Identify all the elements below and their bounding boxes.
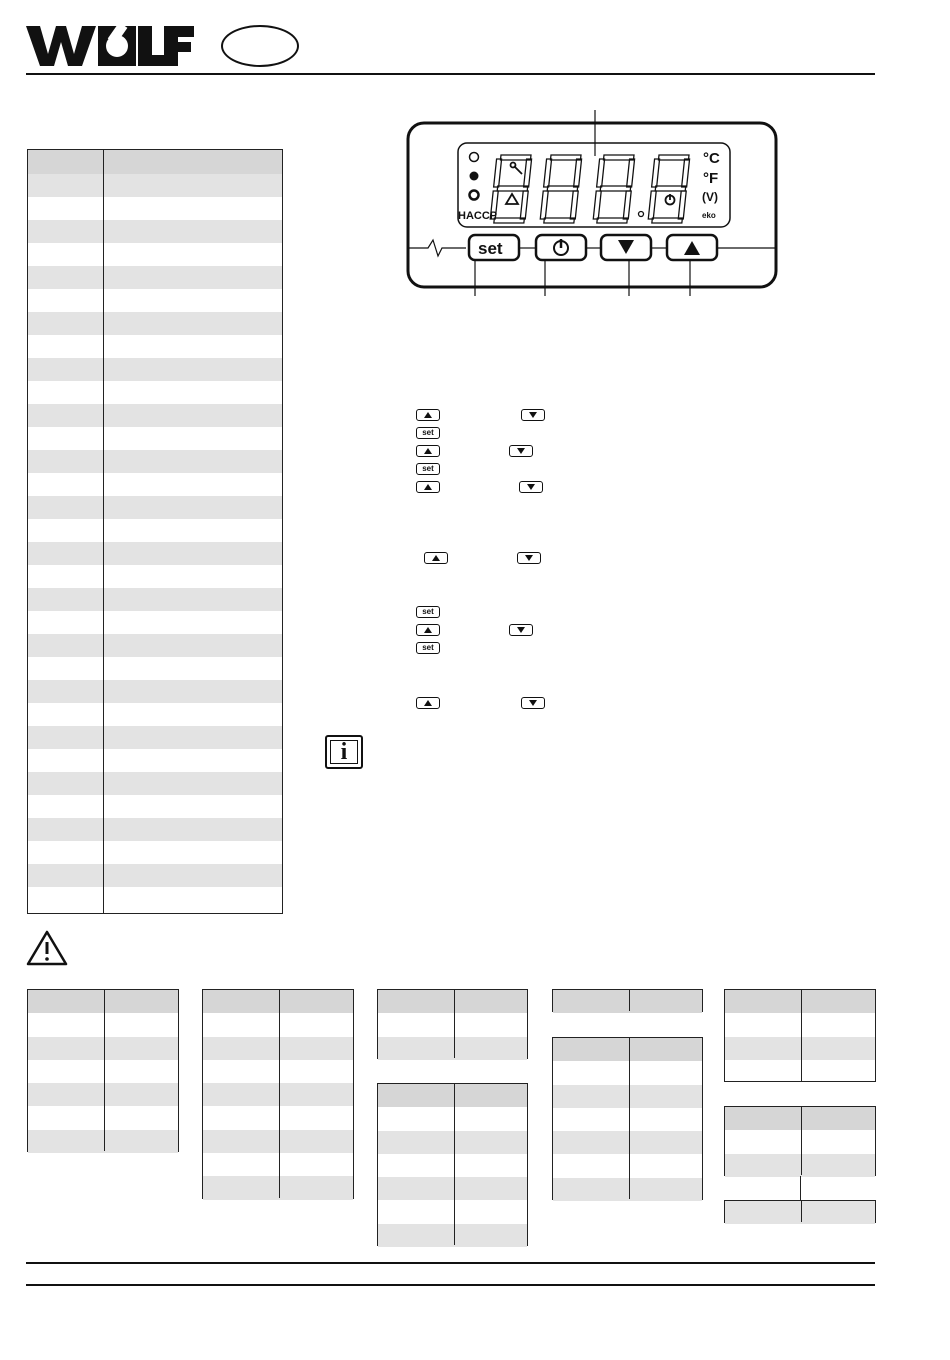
table-row	[28, 220, 282, 243]
table-row	[28, 404, 282, 427]
table-header	[28, 150, 282, 174]
parameter-table	[27, 149, 283, 914]
table-row	[203, 1083, 353, 1106]
table-row	[28, 243, 282, 266]
table-row	[28, 703, 282, 726]
table-row	[28, 818, 282, 841]
table-row	[28, 726, 282, 749]
down-key-icon	[521, 409, 545, 421]
up-key-icon	[416, 624, 440, 636]
table-row	[28, 519, 282, 542]
down-key-icon	[517, 552, 541, 564]
table-row	[28, 427, 282, 450]
set-key-icon: set	[416, 463, 440, 475]
table-row	[28, 496, 282, 519]
down-key-icon	[509, 624, 533, 636]
small-table	[724, 1200, 876, 1223]
table-row	[553, 1038, 702, 1061]
table-row	[553, 990, 702, 1013]
up-key-icon	[416, 409, 440, 421]
celsius-icon: °C	[703, 150, 720, 167]
table-row	[553, 1178, 702, 1201]
table-row	[553, 1085, 702, 1108]
haccp-label: HACCP	[458, 210, 498, 222]
table-row	[28, 174, 282, 197]
small-table	[552, 1037, 703, 1200]
table-row	[28, 381, 282, 404]
table-row	[725, 1013, 875, 1036]
table-row	[203, 1107, 353, 1130]
table-row	[203, 1060, 353, 1083]
table-row	[28, 772, 282, 795]
down-key-icon	[519, 481, 543, 493]
footer-rule-bottom	[26, 1284, 875, 1286]
table-row	[28, 588, 282, 611]
table-row	[203, 1037, 353, 1060]
table-row	[28, 657, 282, 680]
table-row	[28, 841, 282, 864]
table-row	[378, 1224, 527, 1247]
up-key-icon	[424, 552, 448, 564]
table-row	[725, 1130, 875, 1153]
table-row	[28, 611, 282, 634]
table-row	[378, 1084, 527, 1107]
set-key-icon: set	[416, 606, 440, 618]
svg-text:set: set	[478, 239, 503, 258]
table-row	[28, 1083, 178, 1106]
header-rule	[26, 73, 875, 75]
wolf-logo	[26, 24, 194, 68]
table-row	[378, 1013, 527, 1036]
table-row	[28, 1013, 178, 1036]
set-key-icon: set	[416, 642, 440, 654]
table-row	[28, 680, 282, 703]
table-row	[725, 1201, 875, 1224]
table-row	[725, 1037, 875, 1060]
language-oval	[221, 25, 299, 67]
table-row	[28, 197, 282, 220]
up-key-icon	[416, 481, 440, 493]
table-row	[725, 1107, 875, 1130]
small-table	[552, 989, 703, 1012]
table-row	[378, 1154, 527, 1177]
table-row	[725, 990, 875, 1013]
set-key-icon: set	[416, 427, 440, 439]
table-row	[378, 1037, 527, 1060]
table-row	[725, 1154, 875, 1177]
eko-mark: eko	[702, 211, 716, 220]
table-row	[28, 473, 282, 496]
table-row	[28, 312, 282, 335]
table-row	[203, 990, 353, 1013]
table-row	[378, 1177, 527, 1200]
table-row	[28, 634, 282, 657]
up-key-icon	[416, 697, 440, 709]
table-row	[203, 1176, 353, 1199]
table-row	[28, 887, 282, 910]
table-row	[203, 1130, 353, 1153]
table-row	[378, 990, 527, 1013]
down-key-icon	[521, 697, 545, 709]
down-key-icon	[509, 445, 533, 457]
footer-rule-top	[26, 1262, 875, 1264]
column-divider	[800, 1176, 801, 1200]
small-table	[724, 1106, 876, 1176]
small-table	[377, 989, 528, 1059]
table-row	[28, 289, 282, 312]
fahrenheit-icon: °F	[703, 170, 719, 187]
table-row	[378, 1107, 527, 1130]
table-row	[28, 1060, 178, 1083]
table-row	[28, 266, 282, 289]
table-row	[553, 1108, 702, 1131]
light-icon: (V)	[702, 190, 718, 204]
info-icon: i	[325, 735, 363, 769]
table-row	[28, 565, 282, 588]
table-row	[553, 1061, 702, 1084]
table-row	[203, 1013, 353, 1036]
table-row	[553, 1131, 702, 1154]
table-row	[203, 1153, 353, 1176]
table-row	[28, 358, 282, 381]
small-table	[27, 989, 179, 1152]
table-row	[378, 1131, 527, 1154]
small-table	[724, 989, 876, 1082]
table-row	[28, 749, 282, 772]
table-row	[28, 1130, 178, 1153]
table-row	[28, 335, 282, 358]
warning-triangle-icon	[26, 930, 68, 966]
table-row	[28, 450, 282, 473]
table-row	[553, 1155, 702, 1178]
table-row	[28, 542, 282, 565]
up-key-icon	[416, 445, 440, 457]
controller-panel	[400, 110, 782, 300]
table-row	[28, 990, 178, 1013]
table-row	[378, 1201, 527, 1224]
small-table	[202, 989, 354, 1199]
table-row	[28, 864, 282, 887]
table-row	[28, 1107, 178, 1130]
table-row	[28, 795, 282, 818]
table-row	[28, 1037, 178, 1060]
small-table	[377, 1083, 528, 1246]
table-row	[725, 1060, 875, 1083]
